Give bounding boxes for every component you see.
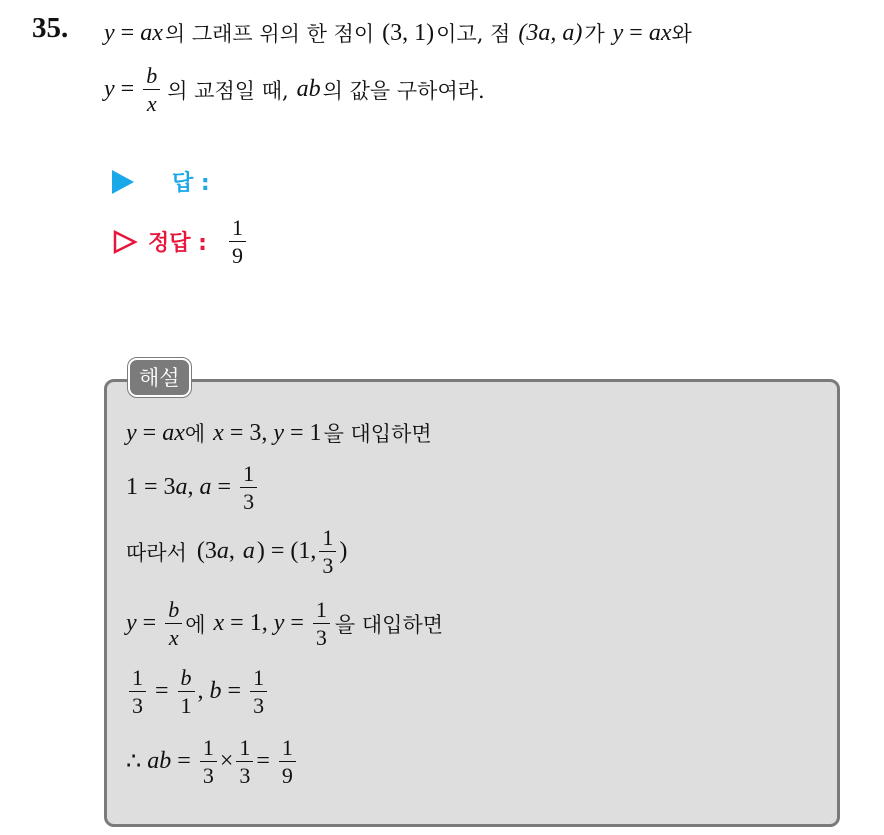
math-var: y	[126, 419, 137, 446]
fraction-denominator: 3	[239, 763, 251, 789]
question-line-2	[104, 64, 485, 115]
solution-line-5	[126, 666, 270, 717]
answer-label: 답 :	[172, 171, 210, 196]
fraction-numerator: 1	[250, 666, 267, 692]
math-expr: = 1	[290, 419, 322, 446]
question-text: 와	[671, 22, 692, 46]
fraction-numerator: b	[165, 598, 182, 624]
fraction-numerator: 1	[200, 736, 217, 762]
math-var: y	[612, 19, 624, 46]
math-op: )	[339, 538, 348, 565]
math-expr: ) = (1,	[256, 538, 317, 565]
fraction-numerator: 1	[319, 526, 336, 552]
solution-line-1	[126, 418, 432, 448]
math-var: ax	[162, 419, 185, 446]
solution-text: 을 대입하면	[334, 612, 444, 637]
play-triangle-icon	[112, 170, 134, 194]
math-op: =	[177, 748, 191, 775]
math-op: ×	[219, 748, 234, 775]
correct-answer-label: 정답 :	[148, 231, 207, 257]
math-op: =	[217, 474, 232, 501]
fraction-numerator: 1	[236, 736, 253, 762]
solution-text: 에	[184, 422, 206, 446]
fraction-numerator: b	[178, 666, 195, 692]
math-op: =	[290, 610, 304, 637]
fraction-denominator: 9	[281, 763, 293, 789]
math-op: =	[155, 678, 169, 705]
correct-answer-row	[112, 216, 249, 267]
math-var: x	[213, 610, 225, 637]
solution-tag: 해설	[128, 358, 191, 397]
math-var: y	[273, 610, 285, 637]
math-var: ab	[147, 748, 172, 775]
question-text: 의 값을 구하여라.	[322, 78, 485, 103]
fraction-numerator: 1	[240, 462, 257, 488]
math-var: a	[199, 474, 212, 501]
fraction	[129, 666, 146, 717]
math-op: =	[227, 678, 242, 705]
fraction-numerator: 1	[129, 666, 146, 692]
math-op: =	[629, 19, 643, 46]
question-text: 의 교점일 때,	[167, 78, 289, 103]
fraction	[319, 526, 336, 577]
math-var: y	[104, 19, 115, 46]
math-point: (3, 1)	[382, 19, 435, 46]
fraction-denominator: 3	[243, 489, 255, 515]
fraction-denominator: 3	[253, 693, 265, 719]
solution-line-4	[126, 598, 443, 649]
math-var: y	[126, 610, 137, 637]
math-point: (3a, a)	[518, 19, 583, 46]
fraction-denominator: x	[168, 625, 179, 651]
solution-text: 에	[185, 612, 206, 637]
math-expr: 1 = 3	[126, 474, 176, 501]
fraction-denominator: 3	[322, 553, 334, 579]
math-op: =	[142, 610, 157, 637]
fraction-numerator: b	[143, 64, 160, 90]
fraction-denominator: 3	[202, 763, 214, 789]
math-var: a	[216, 538, 229, 565]
math-op: ,	[228, 538, 235, 565]
math-var: a	[242, 538, 255, 565]
fraction	[178, 666, 195, 717]
math-op: ,	[197, 678, 204, 705]
fraction-denominator: 1	[180, 693, 192, 719]
math-expr: = 3,	[229, 419, 268, 446]
math-expr: = 1,	[230, 610, 268, 637]
fraction	[143, 64, 160, 115]
fraction-denominator: x	[146, 91, 157, 117]
math-op: =	[142, 419, 157, 446]
solution-line-2	[126, 462, 260, 513]
math-expr: (3	[196, 538, 217, 565]
question-text: 이고, 점	[436, 22, 511, 46]
fraction	[240, 462, 257, 513]
math-op: =	[256, 748, 270, 775]
math-var: b	[209, 678, 222, 705]
outline-triangle-icon	[112, 229, 138, 255]
fraction-denominator: 9	[231, 243, 243, 269]
correct-answer-fraction	[229, 216, 246, 267]
math-var: x	[213, 419, 224, 446]
math-op: ,	[187, 474, 194, 501]
solution-text: 을 대입하면	[323, 422, 432, 446]
question-line-1	[104, 18, 692, 48]
math-var: y	[104, 76, 115, 103]
fraction-denominator: 3	[132, 693, 143, 719]
answer-row	[112, 166, 210, 197]
fraction	[279, 736, 296, 787]
math-var: ax	[140, 19, 163, 46]
solution-line-3	[126, 526, 347, 577]
math-var: ax	[648, 19, 672, 46]
solution-text: 따라서	[126, 540, 187, 565]
fraction-denominator: 3	[315, 625, 327, 651]
question-text: 가	[584, 22, 605, 46]
math-var: y	[273, 419, 285, 446]
question-number: 35.	[32, 12, 69, 44]
fraction	[165, 598, 182, 649]
math-var: ab	[296, 76, 321, 103]
math-var: a	[175, 474, 188, 501]
therefore-symbol: ∴	[126, 749, 142, 776]
solution-line-6	[126, 736, 299, 787]
fraction-numerator: 1	[229, 216, 246, 242]
math-op: =	[120, 76, 135, 103]
question-text: 의 그래프 위의 한 점이	[164, 22, 375, 46]
fraction-numerator: 1	[313, 598, 330, 624]
fraction	[236, 736, 253, 787]
math-op: =	[120, 19, 135, 46]
fraction	[250, 666, 267, 717]
fraction-numerator: 1	[279, 736, 296, 762]
fraction	[200, 736, 217, 787]
fraction	[313, 598, 330, 649]
